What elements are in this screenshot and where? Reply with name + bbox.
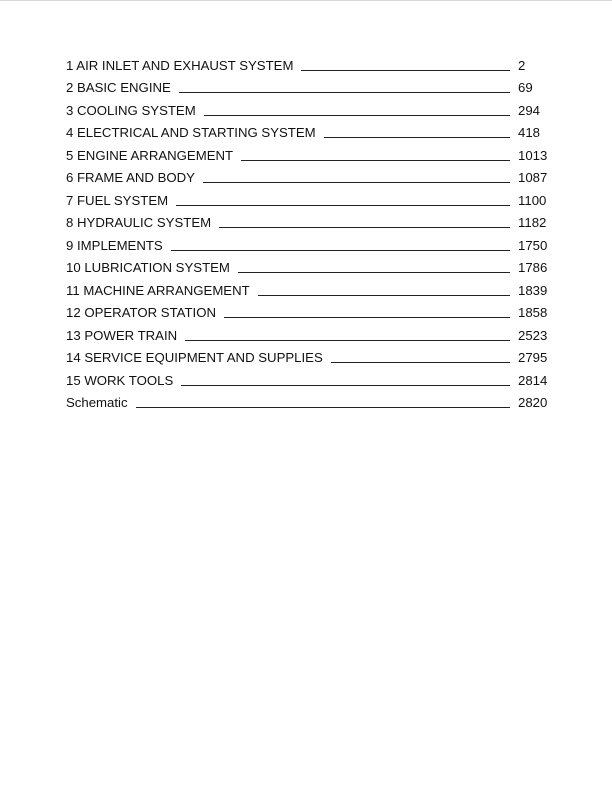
table-of-contents <box>66 54 548 414</box>
toc-leader-line <box>179 92 510 93</box>
toc-entry-page: 2 <box>518 57 526 73</box>
toc-entry-title: 7 FUEL SYSTEM <box>66 192 169 208</box>
toc-entry-page: 2820 <box>518 395 548 411</box>
toc-leader-line <box>219 227 510 228</box>
toc-leader-line <box>301 70 510 71</box>
toc-entry-page: 1750 <box>518 237 548 253</box>
toc-entry-page: 1087 <box>518 170 548 186</box>
toc-entry-page: 1182 <box>518 215 547 231</box>
toc-entry-frame-and-body[interactable] <box>66 167 548 190</box>
toc-leader-line <box>241 160 510 161</box>
toc-entry-title: 2 BASIC ENGINE <box>66 80 171 96</box>
toc-leader-line <box>258 295 510 296</box>
toc-entry-power-train[interactable] <box>66 324 548 347</box>
toc-entry-cooling-system[interactable] <box>66 99 548 122</box>
toc-entry-title: 14 SERVICE EQUIPMENT AND SUPPLIES <box>66 350 323 366</box>
toc-leader-line <box>171 250 510 251</box>
toc-entry-page: 69 <box>518 80 533 96</box>
toc-entry-page: 2795 <box>518 350 548 366</box>
toc-entry-lubrication-system[interactable] <box>66 257 548 280</box>
toc-leader-line <box>324 137 510 138</box>
toc-entry-title: 8 HYDRAULIC SYSTEM <box>66 215 212 231</box>
toc-entry-page: 1100 <box>518 192 547 208</box>
toc-leader-line <box>136 407 510 408</box>
toc-entry-basic-engine[interactable] <box>66 77 548 100</box>
toc-entry-title: 12 OPERATOR STATION <box>66 305 216 321</box>
toc-entry-page: 1858 <box>518 305 548 321</box>
toc-entry-page: 1013 <box>518 147 548 163</box>
toc-entry-title: 15 WORK TOOLS <box>66 372 174 388</box>
toc-entry-electrical-and-starting-system[interactable] <box>66 122 548 145</box>
toc-leader-line <box>224 317 510 318</box>
toc-entry-hydraulic-system[interactable] <box>66 212 548 235</box>
toc-entry-work-tools[interactable] <box>66 369 548 392</box>
toc-entry-machine-arrangement[interactable] <box>66 279 548 302</box>
toc-entry-implements[interactable] <box>66 234 548 257</box>
toc-entry-title: 9 IMPLEMENTS <box>66 237 163 253</box>
toc-entry-title: 3 COOLING SYSTEM <box>66 102 196 118</box>
toc-entry-air-inlet-and-exhaust-system[interactable] <box>66 54 548 77</box>
toc-entry-title: 10 LUBRICATION SYSTEM <box>66 260 230 276</box>
toc-entry-page: 2523 <box>518 327 548 343</box>
toc-leader-line <box>238 272 510 273</box>
toc-entry-page: 294 <box>518 102 541 118</box>
toc-leader-line <box>185 340 510 341</box>
toc-entry-title: 5 ENGINE ARRANGEMENT <box>66 147 234 163</box>
toc-entry-title: 13 POWER TRAIN <box>66 327 178 343</box>
toc-entry-title: Schematic <box>66 395 128 411</box>
toc-leader-line <box>203 182 510 183</box>
toc-entry-title: 11 MACHINE ARRANGEMENT <box>66 282 250 298</box>
toc-leader-line <box>181 385 510 386</box>
toc-entry-page: 1786 <box>518 260 548 276</box>
page-top-border <box>0 0 612 1</box>
toc-entry-page: 2814 <box>518 372 548 388</box>
toc-entry-engine-arrangement[interactable] <box>66 144 548 167</box>
toc-leader-line <box>176 205 510 206</box>
toc-entry-page: 418 <box>518 125 541 141</box>
toc-entry-page: 1839 <box>518 282 548 298</box>
toc-entry-operator-station[interactable] <box>66 302 548 325</box>
toc-entry-fuel-system[interactable] <box>66 189 548 212</box>
toc-entry-title: 4 ELECTRICAL AND STARTING SYSTEM <box>66 125 316 141</box>
toc-entry-service-equipment-and-supplies[interactable] <box>66 347 548 370</box>
toc-leader-line <box>331 362 510 363</box>
toc-entry-schematic[interactable] <box>66 392 548 415</box>
toc-entry-title: 6 FRAME AND BODY <box>66 170 195 186</box>
toc-entry-title: 1 AIR INLET AND EXHAUST SYSTEM <box>66 57 294 73</box>
toc-leader-line <box>204 115 510 116</box>
